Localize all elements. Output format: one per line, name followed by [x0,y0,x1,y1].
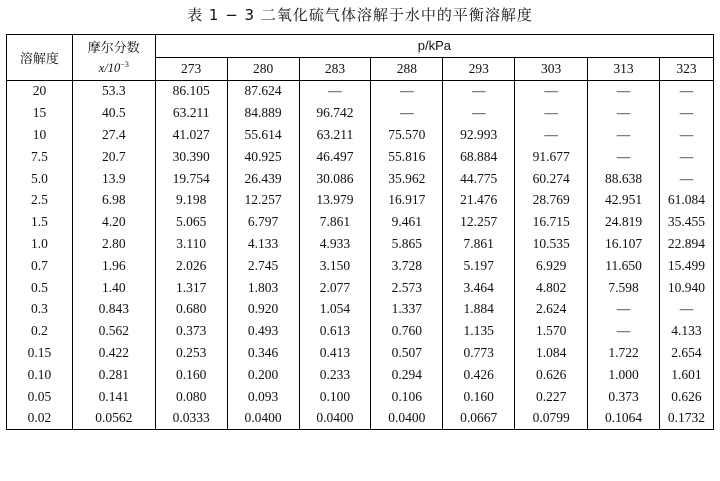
pressure-cell: 30.086 [299,168,371,190]
pressure-cell: 5.065 [155,211,227,233]
pressure-cell: 0.1064 [588,408,660,430]
table-row [7,168,714,190]
pressure-cell: 24.819 [588,211,660,233]
pressure-cell: 40.925 [227,146,299,168]
pressure-cell: 0.100 [299,386,371,408]
pressure-cell: 0.507 [371,342,443,364]
pressure-cell: 87.624 [227,80,299,102]
pressure-cell: 30.390 [155,146,227,168]
header-temp-7: 323 [659,57,713,80]
table-row [7,190,714,212]
pressure-cell: 2.745 [227,255,299,277]
pressure-cell: — [588,146,660,168]
table-row [7,233,714,255]
solubility-cell: 15 [7,102,73,124]
pressure-cell: 88.638 [588,168,660,190]
pressure-cell: — [588,299,660,321]
header-temp-3: 288 [371,57,443,80]
pressure-cell: 0.346 [227,342,299,364]
pressure-cell: 1.317 [155,277,227,299]
pressure-cell: 1.722 [588,342,660,364]
pressure-cell: 0.680 [155,299,227,321]
pressure-cell: 5.865 [371,233,443,255]
pressure-cell: 1.054 [299,299,371,321]
pressure-cell: 35.455 [667,214,706,230]
pressure-cell: 41.027 [155,124,227,146]
pressure-cell: 1.884 [443,299,515,321]
pressure-cell: 12.257 [443,211,515,233]
table-caption: 表 1 − 3 二氧化硫气体溶解于水中的平衡溶解度 [187,6,533,24]
table-row [7,211,714,233]
pressure-cell: — [371,80,443,102]
pressure-cell: 42.951 [588,190,660,212]
pressure-cell: — [299,80,371,102]
pressure-cell: 4.802 [515,277,588,299]
pressure-cell: 91.677 [515,146,588,168]
pressure-cell: 11.650 [588,255,660,277]
pressure-cell: 7.598 [588,277,660,299]
pressure-cell: 0.0400 [299,408,371,430]
pressure-cell: 0.106 [371,386,443,408]
table-row [7,102,714,124]
pressure-cell: 0.080 [155,386,227,408]
solubility-cell: 0.15 [7,342,73,364]
pressure-cell: 55.816 [371,146,443,168]
pressure-cell: — [679,170,694,186]
pressure-cell: 6.797 [227,211,299,233]
pressure-cell: — [588,320,660,342]
header-mole-fraction: 摩尔分数 [72,35,155,58]
mole-fraction-cell: 0.0562 [72,408,155,430]
pressure-cell: 86.105 [155,80,227,102]
pressure-cell: 0.0400 [371,408,443,430]
pressure-cell: — [679,301,694,317]
table-row [7,124,714,146]
header-temp-5: 303 [515,57,588,80]
pressure-cell: 28.769 [515,190,588,212]
mole-fraction-cell: 27.4 [72,124,155,146]
solubility-cell: 5.0 [7,168,73,190]
pressure-cell: — [443,102,515,124]
pressure-cell: 16.107 [588,233,660,255]
mole-fraction-cell: 0.281 [72,364,155,386]
pressure-cell: 1.601 [671,366,702,382]
pressure-cell: 0.160 [155,364,227,386]
pressure-cell: 2.077 [299,277,371,299]
pressure-cell: — [588,80,660,102]
pressure-cell: 12.257 [227,190,299,212]
pressure-cell: 2.624 [515,299,588,321]
pressure-cell: 3.150 [299,255,371,277]
pressure-cell: 0.160 [443,386,515,408]
pressure-cell: 0.0667 [443,408,515,430]
solubility-cell: 0.02 [7,408,73,430]
header-temp-4: 293 [443,57,515,80]
header-solubility: 溶解度 [7,35,73,81]
mole-fraction-cell: 4.20 [72,211,155,233]
header-temp-0: 273 [155,57,227,80]
solubility-cell: 7.5 [7,146,73,168]
pressure-cell: 1.803 [227,277,299,299]
pressure-cell: 0.0333 [155,408,227,430]
pressure-cell: 2.573 [371,277,443,299]
pressure-cell: 0.626 [671,388,702,404]
pressure-cell: 4.133 [671,323,702,339]
pressure-cell: 0.626 [515,364,588,386]
solubility-cell: 0.2 [7,320,73,342]
pressure-cell: 0.760 [371,320,443,342]
table-row [7,364,714,386]
pressure-cell: 9.198 [155,190,227,212]
solubility-cell: 0.3 [7,299,73,321]
pressure-cell: 5.197 [443,255,515,277]
pressure-cell: 0.253 [155,342,227,364]
mole-fraction-cell: 20.7 [72,146,155,168]
mole-fraction-cell: 1.96 [72,255,155,277]
pressure-cell: 21.476 [443,190,515,212]
pressure-cell: — [443,80,515,102]
header-temp-6: 313 [588,57,660,80]
mole-fraction-cell: 1.40 [72,277,155,299]
header-temp-1: 280 [227,57,299,80]
pressure-cell: 19.754 [155,168,227,190]
solubility-cell: 0.7 [7,255,73,277]
pressure-cell: 6.929 [515,255,588,277]
pressure-cell: 3.728 [371,255,443,277]
mole-fraction-cell: 0.562 [72,320,155,342]
mole-fraction-cell: 0.422 [72,342,155,364]
table-row [7,386,714,408]
pressure-cell: 0.613 [299,320,371,342]
solubility-cell: 1.0 [7,233,73,255]
pressure-cell: — [515,102,588,124]
pressure-cell: 61.084 [667,192,706,208]
pressure-cell: 0.294 [371,364,443,386]
solubility-table [6,34,714,430]
pressure-cell: 10.940 [667,279,706,295]
pressure-cell: — [515,124,588,146]
pressure-cell: 60.274 [515,168,588,190]
header-pressure: p/kPa [155,35,713,58]
pressure-cell: 0.773 [443,342,515,364]
pressure-cell: 0.0799 [515,408,588,430]
solubility-cell: 0.5 [7,277,73,299]
pressure-cell: 68.884 [443,146,515,168]
pressure-cell: 3.464 [443,277,515,299]
table-row [7,320,714,342]
solubility-cell: 0.10 [7,364,73,386]
pressure-cell: 1.570 [515,320,588,342]
table-row [7,146,714,168]
mole-fraction-cell: 6.98 [72,190,155,212]
pressure-cell: 1.000 [588,364,660,386]
pressure-cell: 0.233 [299,364,371,386]
mole-fraction-cell: 40.5 [72,102,155,124]
pressure-cell: — [371,102,443,124]
table-row [7,408,714,430]
pressure-cell: 0.413 [299,342,371,364]
pressure-cell: 0.200 [227,364,299,386]
pressure-cell: 4.933 [299,233,371,255]
pressure-cell: 84.889 [227,102,299,124]
pressure-cell: 2.026 [155,255,227,277]
pressure-cell: — [679,83,694,99]
pressure-cell: 63.211 [299,124,371,146]
pressure-cell: — [679,148,694,164]
pressure-cell: 0.426 [443,364,515,386]
pressure-cell: 3.110 [155,233,227,255]
pressure-cell: 0.373 [588,386,660,408]
pressure-cell: 0.227 [515,386,588,408]
pressure-cell: 0.493 [227,320,299,342]
pressure-cell: 96.742 [299,102,371,124]
pressure-cell: 1.337 [371,299,443,321]
pressure-cell: 15.499 [667,257,706,273]
mole-fraction-cell: 13.9 [72,168,155,190]
solubility-cell: 2.5 [7,190,73,212]
pressure-cell: 7.861 [443,233,515,255]
pressure-cell: — [679,105,694,121]
table-row [7,342,714,364]
pressure-cell: 10.535 [515,233,588,255]
pressure-cell: 0.093 [227,386,299,408]
table-row [7,277,714,299]
table-row [7,80,714,102]
pressure-cell: 26.439 [227,168,299,190]
pressure-cell: 0.920 [227,299,299,321]
mole-fraction-cell: 2.80 [72,233,155,255]
pressure-cell: 0.1732 [667,410,706,426]
pressure-cell: 44.775 [443,168,515,190]
table-row [7,255,714,277]
pressure-cell: 75.570 [371,124,443,146]
pressure-cell: 35.962 [371,168,443,190]
pressure-cell: 1.084 [515,342,588,364]
mole-fraction-cell: 53.3 [72,80,155,102]
pressure-cell: 46.497 [299,146,371,168]
mole-fraction-cell: 0.843 [72,299,155,321]
pressure-cell: — [679,127,694,143]
solubility-cell: 1.5 [7,211,73,233]
pressure-cell: 0.0400 [227,408,299,430]
table-row [7,299,714,321]
solubility-cell: 0.05 [7,386,73,408]
pressure-cell: 9.461 [371,211,443,233]
pressure-cell: — [588,102,660,124]
pressure-cell: 16.917 [371,190,443,212]
pressure-cell: 55.614 [227,124,299,146]
pressure-cell: 13.979 [299,190,371,212]
header-mole-fraction-unit: $x/10^{-3}$ [72,57,155,80]
pressure-cell: 2.654 [671,345,702,361]
solubility-cell: 10 [7,124,73,146]
pressure-cell: 7.861 [299,211,371,233]
pressure-cell: 16.715 [515,211,588,233]
header-temp-2: 283 [299,57,371,80]
pressure-cell: 1.135 [443,320,515,342]
mole-fraction-cell: 0.141 [72,386,155,408]
pressure-cell: 0.373 [155,320,227,342]
pressure-cell: — [588,124,660,146]
pressure-cell: 63.211 [155,102,227,124]
pressure-cell: 22.894 [667,236,706,252]
pressure-cell: 4.133 [227,233,299,255]
pressure-cell: 92.993 [443,124,515,146]
solubility-cell: 20 [7,80,73,102]
pressure-cell: — [515,80,588,102]
